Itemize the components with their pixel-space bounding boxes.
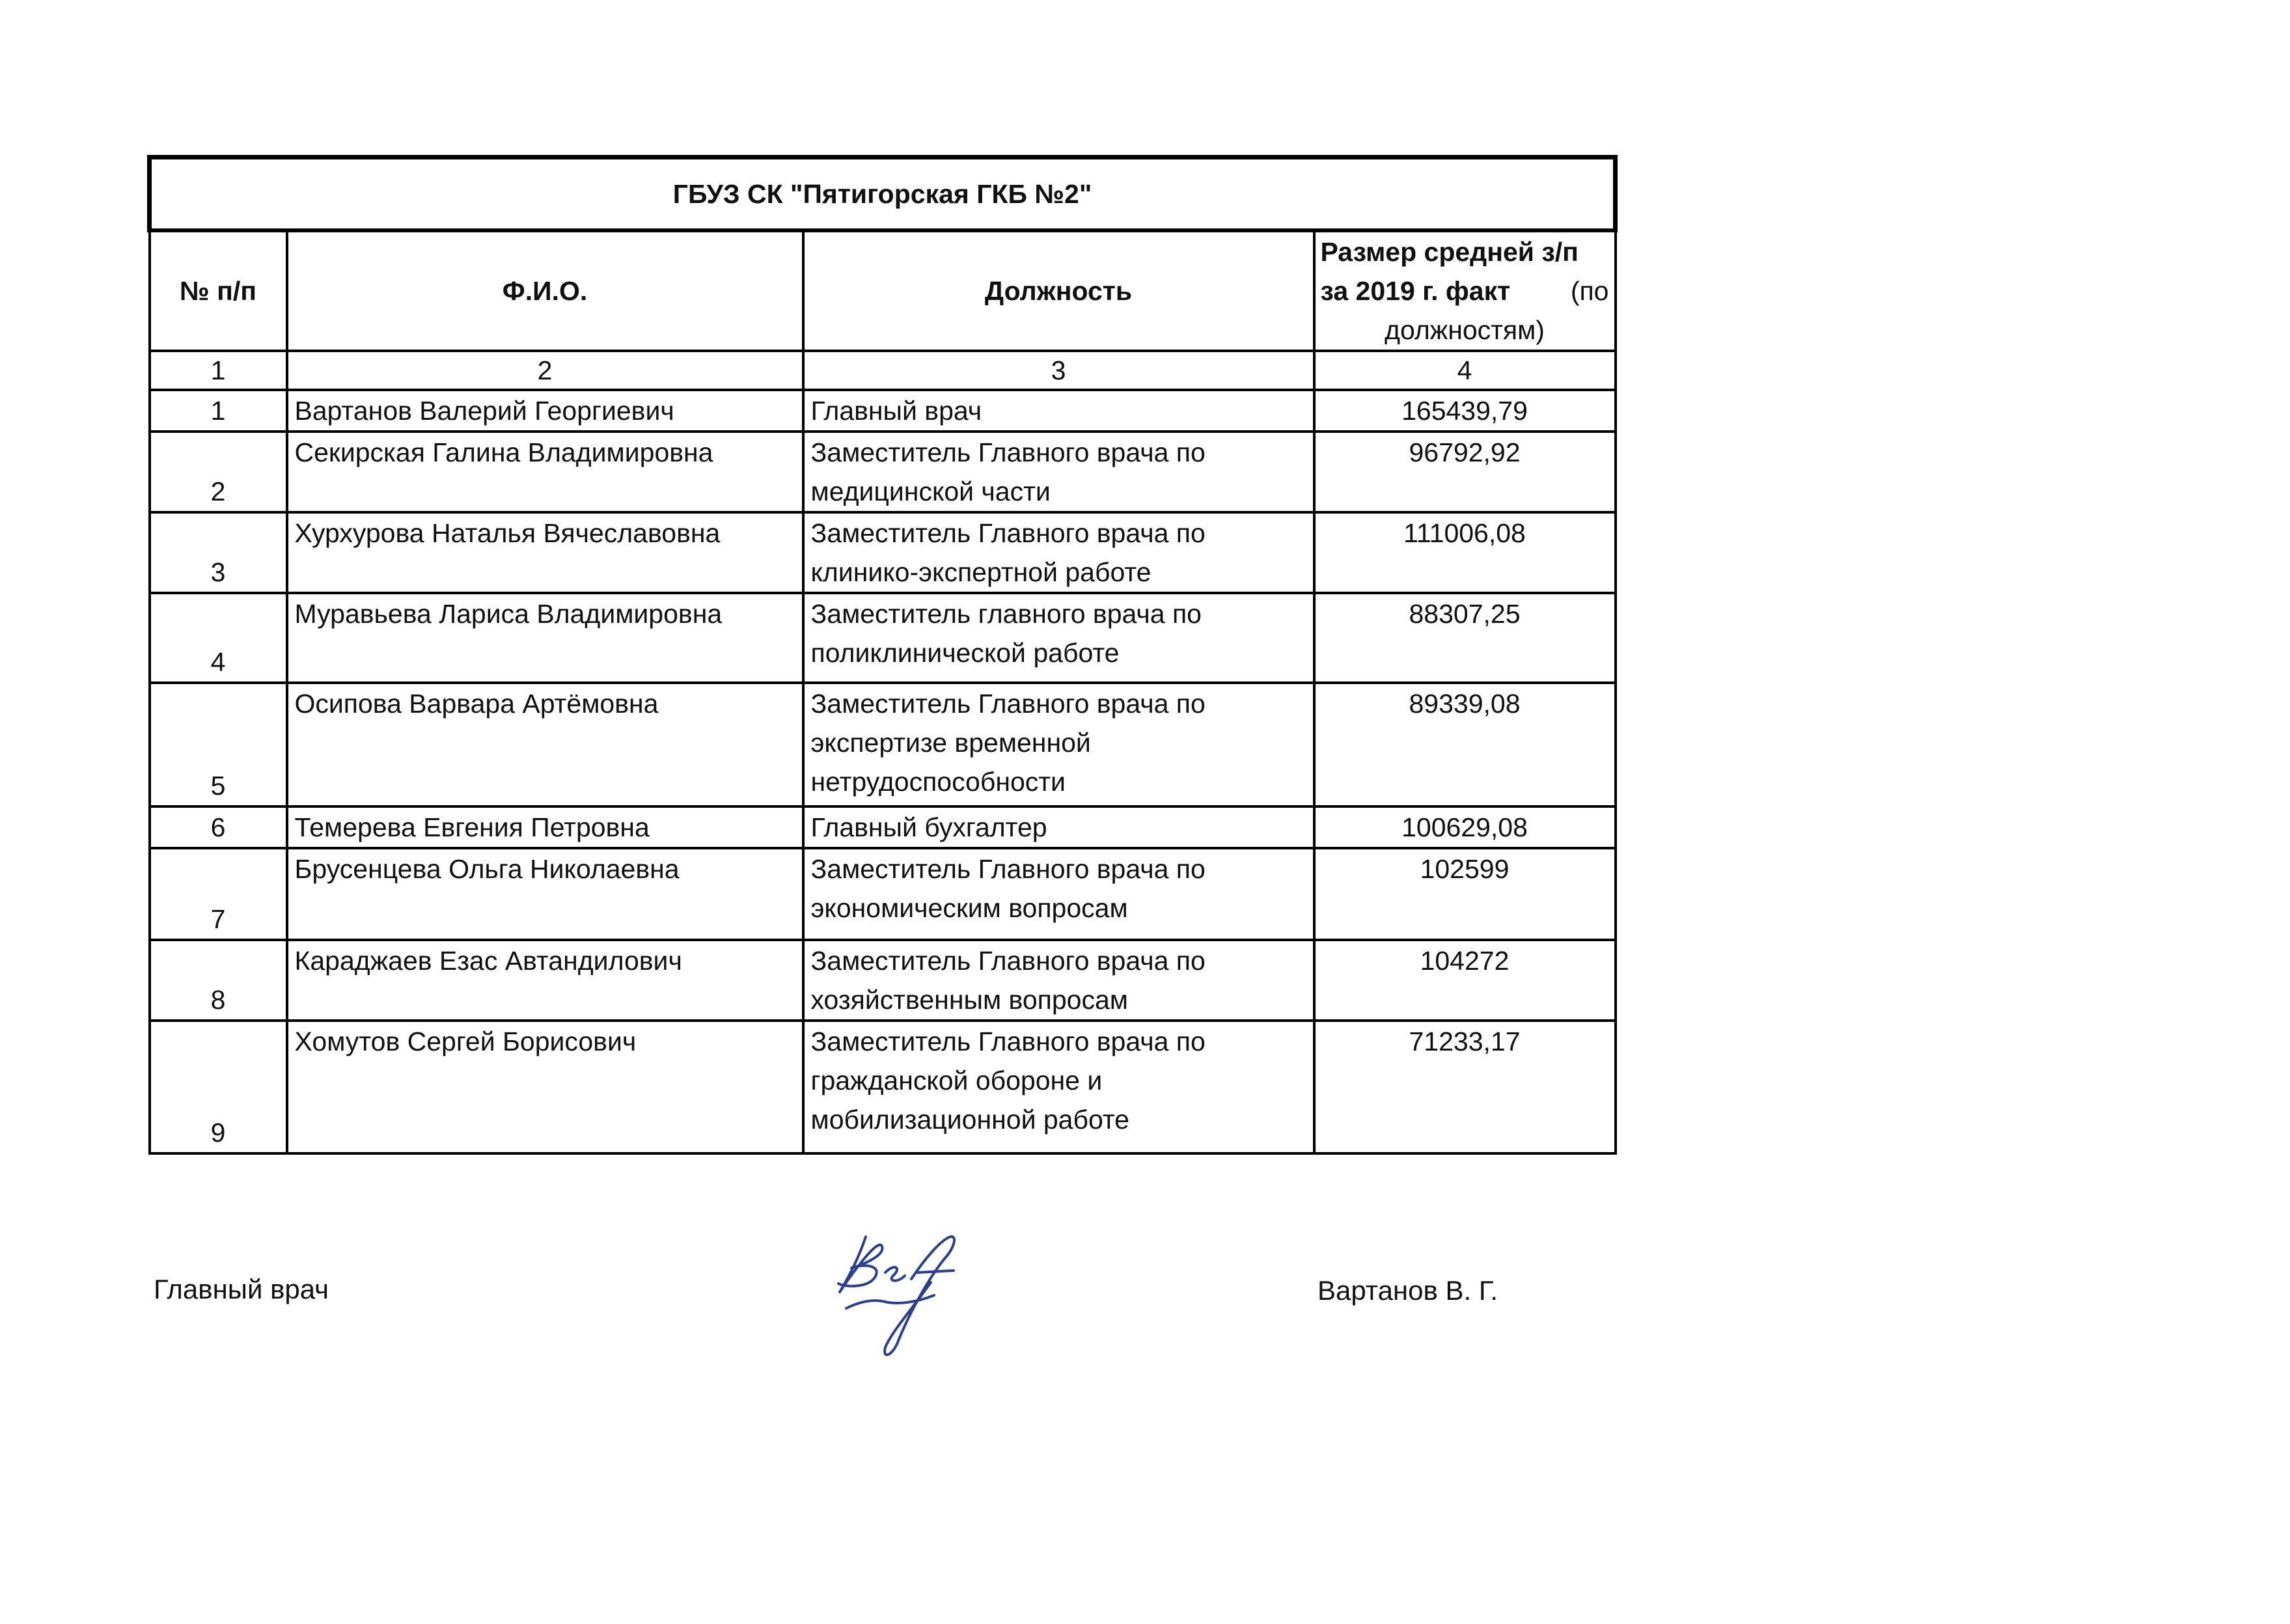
- position-line: нетрудоспособности: [810, 767, 1066, 797]
- table-row: [150, 432, 1616, 512]
- average-salary: 102599: [1314, 848, 1616, 940]
- header-position: Должность: [803, 230, 1314, 351]
- organization-title: ГБУЗ СК "Пятигорская ГКБ №2": [150, 158, 1616, 231]
- row-number: 9: [150, 1021, 287, 1153]
- row-number: 1: [150, 390, 287, 432]
- employee-name: Хомутов Сергей Борисович: [287, 1021, 803, 1153]
- average-salary: 104272: [1314, 940, 1616, 1021]
- column-number: 4: [1314, 351, 1616, 390]
- table-title-row: [150, 158, 1616, 231]
- row-number: 4: [150, 593, 287, 683]
- employee-position: [803, 432, 1314, 512]
- table-row: [150, 683, 1616, 806]
- position-line: Главный врач: [810, 396, 982, 426]
- header-fio: Ф.И.О.: [287, 230, 803, 351]
- table-row: [150, 940, 1616, 1021]
- position-line: медицинской части: [810, 476, 1051, 506]
- header-salary-line2-note: (по: [1570, 276, 1609, 306]
- header-salary-line1: Размер средней з/п: [1320, 237, 1579, 267]
- row-number: 2: [150, 432, 287, 512]
- row-number: 8: [150, 940, 287, 1021]
- table-row: [150, 512, 1616, 593]
- position-line: Заместитель главного врача по: [810, 599, 1202, 629]
- row-number: 5: [150, 683, 287, 806]
- average-salary: 100629,08: [1314, 806, 1616, 848]
- column-number: 2: [287, 351, 803, 390]
- employee-position: [803, 593, 1314, 683]
- average-salary: 71233,17: [1314, 1021, 1616, 1153]
- employee-position: [803, 848, 1314, 940]
- signer-title: Главный врач: [154, 1274, 329, 1304]
- table-row: [150, 848, 1616, 940]
- position-line: Заместитель Главного врача по: [810, 854, 1206, 884]
- position-line: Заместитель Главного врача по: [810, 689, 1206, 719]
- position-line: Заместитель Главного врача по: [810, 1026, 1206, 1056]
- table-header-row: [150, 230, 1616, 351]
- employee-position: [803, 806, 1314, 848]
- position-line: Заместитель Главного врача по: [810, 946, 1206, 976]
- header-salary-line3: должностям): [1385, 315, 1545, 345]
- employee-name: Караджаев Езас Автандилович: [287, 940, 803, 1021]
- employee-position: [803, 512, 1314, 593]
- position-line: экономическим вопросам: [810, 893, 1128, 923]
- position-line: поликлинической работе: [810, 638, 1120, 668]
- table-row: [150, 593, 1616, 683]
- employee-name: Брусенцева Ольга Николаевна: [287, 848, 803, 940]
- employee-position: [803, 1021, 1314, 1153]
- position-line: гражданской обороне и: [810, 1066, 1103, 1095]
- average-salary: 96792,92: [1314, 432, 1616, 512]
- average-salary: 89339,08: [1314, 683, 1616, 806]
- position-line: экспертизе временной: [810, 728, 1091, 758]
- average-salary: 111006,08: [1314, 512, 1616, 593]
- position-line: Заместитель Главного врача по: [810, 437, 1206, 467]
- employee-name: Хурхурова Наталья Вячеславовна: [287, 512, 803, 593]
- salary-table: [147, 155, 1618, 1155]
- employee-name: Вартанов Валерий Георгиевич: [287, 390, 803, 432]
- average-salary: 165439,79: [1314, 390, 1616, 432]
- table-row: [150, 390, 1616, 432]
- row-number: 7: [150, 848, 287, 940]
- employee-position: [803, 940, 1314, 1021]
- table-row: [150, 806, 1616, 848]
- employee-name: Секирская Галина Владимировна: [287, 432, 803, 512]
- row-number: 6: [150, 806, 287, 848]
- header-salary: [1314, 230, 1616, 351]
- position-line: Заместитель Главного врача по: [810, 518, 1206, 548]
- column-number: 3: [803, 351, 1314, 390]
- employee-position: [803, 683, 1314, 806]
- employee-name: Темерева Евгения Петровна: [287, 806, 803, 848]
- position-line: хозяйственным вопросам: [810, 985, 1128, 1015]
- header-salary-line2: за 2019 г. факт: [1320, 276, 1511, 306]
- position-line: мобилизационной работе: [810, 1105, 1129, 1135]
- position-line: Главный бухгалтер: [810, 812, 1047, 842]
- handwritten-signature: [820, 1211, 989, 1367]
- row-number: 3: [150, 512, 287, 593]
- position-line: клинико-экспертной работе: [810, 557, 1152, 587]
- column-number: 1: [150, 351, 287, 390]
- employee-name: Муравьева Лариса Владимировна: [287, 593, 803, 683]
- employee-position: [803, 390, 1314, 432]
- header-number: № п/п: [150, 230, 287, 351]
- table-row: [150, 1021, 1616, 1153]
- column-number-row: [150, 351, 1616, 390]
- average-salary: 88307,25: [1314, 593, 1616, 683]
- employee-name: Осипова Варвара Артёмовна: [287, 683, 803, 806]
- signer-name: Вартанов В. Г.: [1317, 1275, 1498, 1306]
